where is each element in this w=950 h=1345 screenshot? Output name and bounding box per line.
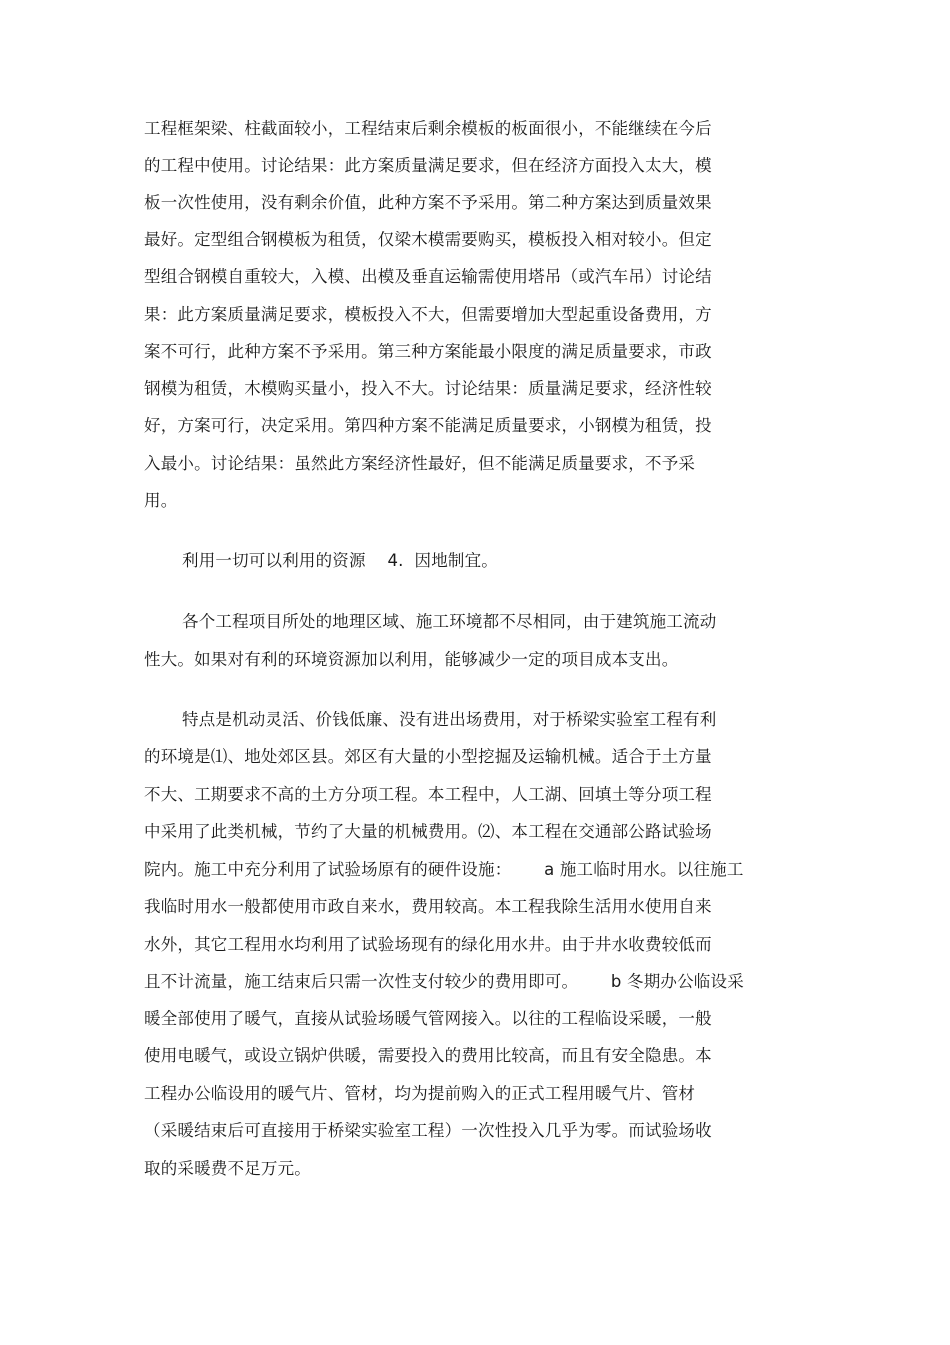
text-line: 的工程中使用。讨论结果：此方案质量满足要求，但在经济方面投入太大，模 <box>144 156 712 175</box>
text-line: 且不计流量，施工结束后只需一次性支付较少的费用即可。 b 冬期办公临设采 <box>144 972 744 991</box>
text-line: 钢模为租赁，木模购买量小，投入不大。讨论结果：质量满足要求，经济性较 <box>144 379 712 398</box>
text-line: 性大。如果对有利的环境资源加以利用，能够减少一定的项目成本支出。 <box>144 650 679 669</box>
text-line: 板一次性使用，没有剩余价值，此种方案不予采用。第二种方案达到质量效果 <box>144 193 712 212</box>
text-line: 的环境是⑴、地处郊区县。郊区有大量的小型挖掘及运输机械。适合于土方量 <box>144 747 712 766</box>
text-line: 暖全部使用了暖气，直接从试验场暖气管网接入。以往的工程临设采暖，一般 <box>144 1009 712 1028</box>
text-line: 各个工程项目所处的地理区域、施工环境都不尽相同，由于建筑施工流动 <box>182 612 717 631</box>
text-line: 使用电暖气，或设立锅炉供暖，需要投入的费用比较高，而且有安全隐患。本 <box>144 1046 712 1065</box>
text-line: 工程框架梁、柱截面较小，工程结束后剩余模板的板面很小，不能继续在今后 <box>144 119 712 138</box>
text-line: 案不可行，此种方案不予采用。第三种方案能最小限度的满足质量要求，市政 <box>144 342 712 361</box>
text-line: 利用一切可以利用的资源 4. 因地制宜。 <box>182 551 499 570</box>
text-line: 特点是机动灵活、价钱低廉、没有进出场费用，对于桥梁实验室工程有利 <box>182 710 717 729</box>
text-line: 院内。施工中充分利用了试验场原有的硬件设施： a 施工临时用水。以往施工 <box>144 860 744 879</box>
text-line: 不大、工期要求不高的土方分项工程。本工程中，人工湖、回填土等分项工程 <box>144 785 712 804</box>
text-line: 果：此方案质量满足要求，模板投入不大，但需要增加大型起重设备费用，方 <box>144 305 712 324</box>
text-line: 取的采暖费不足万元。 <box>144 1159 311 1178</box>
text-line: 我临时用水一般都使用市政自来水，费用较高。本工程我除生活用水使用自来 <box>144 897 712 916</box>
text-line: 工程办公临设用的暖气片、管材，均为提前购入的正式工程用暖气片、管材 <box>144 1084 696 1103</box>
text-line: 最好。定型组合钢模板为租赁，仅梁木模需要购买，模板投入相对较小。但定 <box>144 230 712 249</box>
text-line: 中采用了此类机械，节约了大量的机械费用。⑵、本工程在交通部公路试验场 <box>144 822 712 841</box>
text-line: 型组合钢模自重较大，入模、出模及垂直运输需使用塔吊（或汽车吊）讨论结 <box>144 267 712 286</box>
text-line: 水外，其它工程用水均利用了试验场现有的绿化用水井。由于井水收费较低而 <box>144 935 712 954</box>
text-line: （采暖结束后可直接用于桥梁实验室工程）一次性投入几乎为零。而试验场收 <box>144 1121 712 1140</box>
text-line: 用。 <box>144 491 178 510</box>
text-line: 好，方案可行，决定采用。第四种方案不能满足质量要求，小钢模为租赁，投 <box>144 416 712 435</box>
text-line: 入最小。讨论结果：虽然此方案经济性最好，但不能满足质量要求，不予采 <box>144 454 696 473</box>
